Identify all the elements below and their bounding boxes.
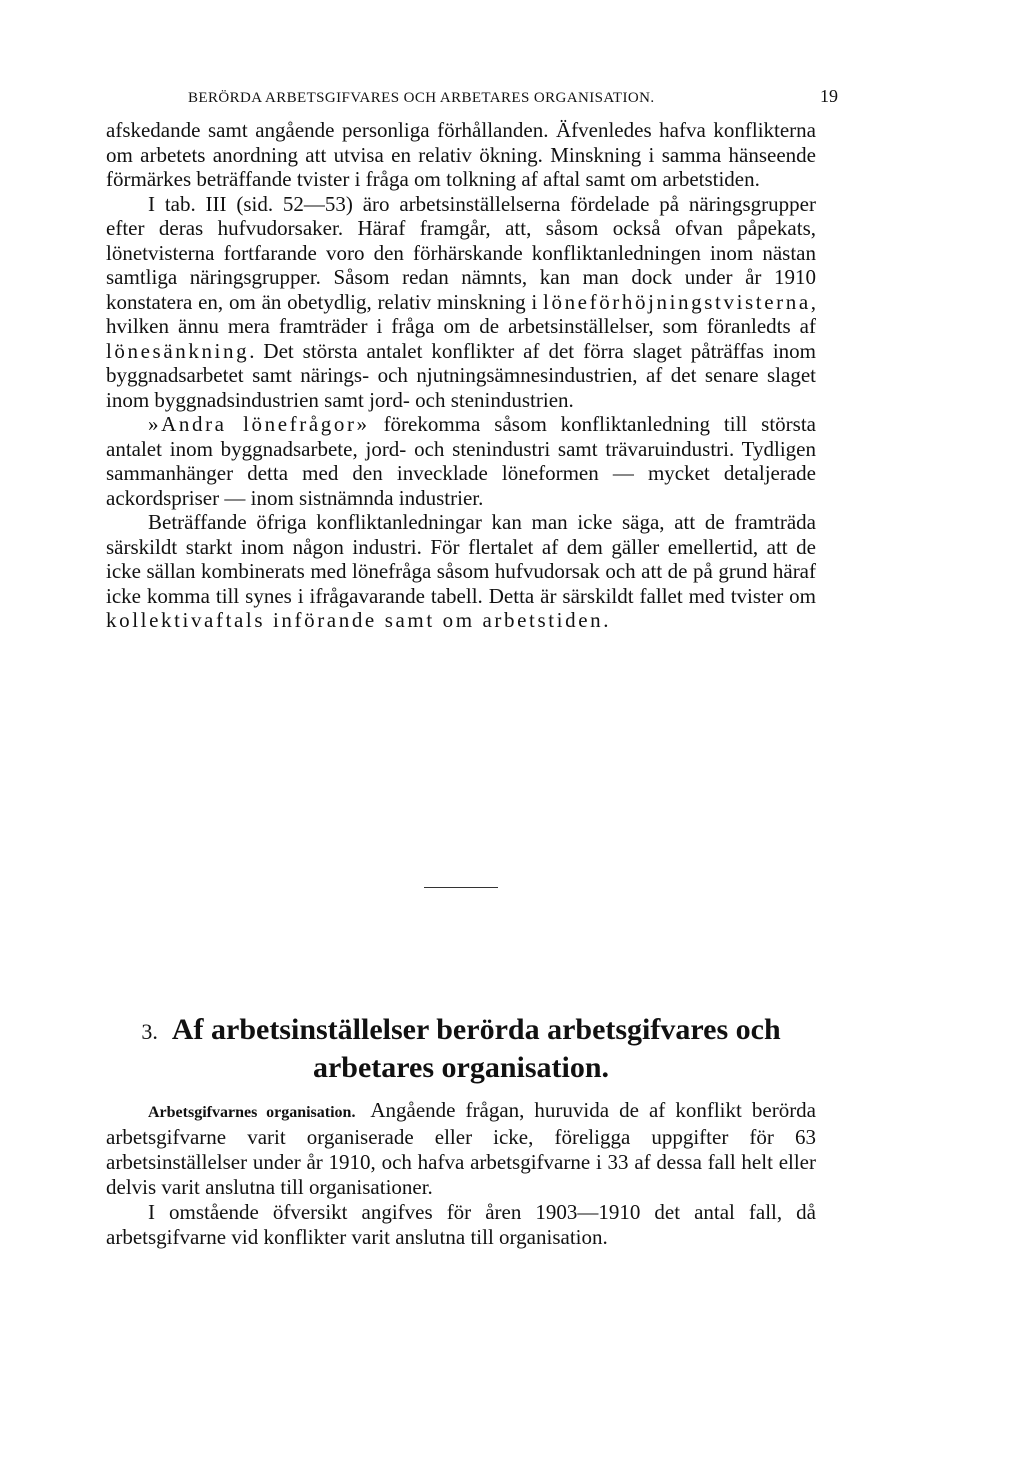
- running-header: [188, 86, 838, 107]
- section-title: Af arbetsinställelser berörda arbetsgifvares och arbetares organisation.: [171, 1013, 781, 1084]
- section-paragraph-1: [106, 1098, 816, 1200]
- side-heading: Arbetsgifvarnes organisation.: [148, 1104, 356, 1121]
- body-text-lower: [106, 1098, 816, 1250]
- paragraph-2-text-b: , hvilken ännu mera framträder i fråga om de arbetsinställelser, som föranledts af: [106, 289, 816, 338]
- paragraph-2-text-a: I tab. III (sid. 52—53) äro arbetsinställelserna fördelade på näringsgrupper efter deras hufvudorsaker. Häraf framgår, att, såsom också ofvan påpekats, lönetvisterna fortfarande voro den förhärskande konfliktanledningen inom nästan samtliga näringsgrupper. Såsom redan nämnts, kan man dock under år 1910 konstatera en, om än obetydlig, relativ minskning i: [106, 191, 816, 314]
- emphasis-kollektivaftal: kollektivaftals införande samt om arbetstiden: [106, 608, 604, 632]
- section-paragraph-2: I omstående öfversikt angifves för åren 1903—1910 det antal fall, då arbetsgifvarne vid konflikter varit anslutna till organisation.: [106, 1200, 816, 1249]
- paragraph-4: [106, 510, 816, 633]
- emphasis-loneforhojningstvisterna: löneförhöjningstvisterna: [543, 289, 811, 314]
- paragraph-2: [106, 192, 816, 413]
- paragraph-3-text: förekomma såsom konfliktanledning till största antalet inom byggnadsarbete, jord- och stenindustri samt trävaruindustri. Tydligen sammanhänger detta med den invecklade löneformen — mycket detaljerade ackordspriser — inom sistnämnda industrier.: [106, 412, 816, 510]
- section-number: 3.: [141, 1019, 158, 1044]
- emphasis-andra-lonefragor: »Andra lönefrågor»: [148, 412, 370, 436]
- emphasis-lonesankning: lönesänkning: [106, 338, 250, 363]
- paragraph-1: afskedande samt angående personliga förhållanden. Äfvenledes hafva konflikterna om arbetets anordning att utvisa en relativ ökning. Minskning i samma hänseende förmärkes beträffande tvister i fråga om tolkning af aftal samt om arbetstiden.: [106, 118, 816, 191]
- page-number: 19: [820, 86, 838, 106]
- section-divider: [424, 887, 498, 888]
- section-heading: [106, 1012, 816, 1086]
- paragraph-4-text-b: .: [603, 608, 609, 632]
- body-text-upper: [106, 118, 816, 633]
- document-page: [106, 0, 838, 1466]
- running-title: BERÖRDA ARBETSGIFVARES OCH ARBETARES ORGANISATION.: [188, 90, 655, 106]
- paragraph-3: [106, 412, 816, 510]
- section-paragraph-1-text: Angående frågan, huruvida de af konflikt berörda arbetsgifvarne varit organiserade eller icke, föreligga uppgifter för 63 arbetsinställelser under år 1910, och hafva arbetsgifvarne i 33 af dessa fall helt eller delvis varit anslutna till organisationer.: [106, 1098, 817, 1199]
- paragraph-2-text-c: . Det största antalet konflikter af det förra slaget påträffas inom byggnadsarbetet samt närings- och njutningsämnesindustrien, af det senare slaget inom byggnadsindustrien samt jord- och stenindustrien.: [106, 338, 816, 412]
- paragraph-4-text-a: Beträffande öfriga konfliktanledningar kan man icke säga, att de framträda särskildt starkt inom någon industri. För flertalet af dem gäller emellertid, att de icke sällan kombinerats med lönefråga såsom hufvudorsak och att de på grund häraf icke komma till synes i ifrågavarande tabell. Detta är särskildt fallet med tvister om: [106, 510, 816, 608]
